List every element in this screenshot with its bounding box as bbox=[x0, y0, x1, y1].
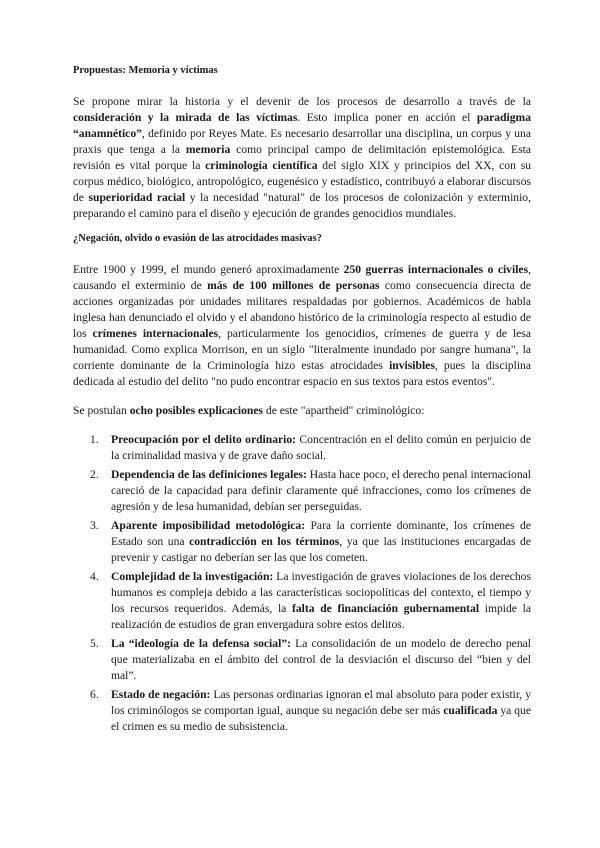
list-item: 6. Estado de negación: Las personas ordinarias ignoran el mal absoluto para poder existir, y los criminólogos se comportan igual, aunque su negación debe ser más cualificada ya que el crimen es su medio de subsistencia. bbox=[90, 688, 531, 733]
list-item: 1. Preocupación por el delito ordinario: Concentración en el delito común en perjuicio de la criminalidad masiva y de grave daño social. bbox=[90, 433, 531, 462]
section-heading-memoria: Propuestas: Memoria y víctimas bbox=[73, 65, 218, 76]
explanations-list bbox=[73, 432, 531, 735]
paragraph-memoria: Se propone mirar la historia y el devenir de los procesos de desarrollo a través de la consideración y la mirada de las víctimas. Esto implica poner en acción el paradigma “anamnético”, definido por Reyes Mate. Es necesario desarrollar una disciplina, un corpus y una praxis que tenga a la memoria como principal campo de delimitación epistemológica. Esta revisión es vital porque la criminología científica del siglo XIX y principios del XX, con su corpus médico, biológico, antropológico, eugenésico y estadístico, contribuyó a elaborar discursos de superioridad racial y la necesidad "natural" de los procesos de colonización y exterminio, preparando el camino para el diseño y ejecución de grandes genocidios mundiales. bbox=[73, 95, 531, 220]
document-body bbox=[73, 64, 531, 738]
paragraph-guerras: Entre 1900 y 1999, el mundo generó aproximadamente 250 guerras internacionales o civiles, causando el exterminio de más de 100 millones de personas como consecuencia directa de acciones organizadas por unidades militares respaldadas por gobiernos. Académicos de habla inglesa han denunciado el olvido y el abandono histórico de la criminología respecto al estudio de los crímenes internacionales, particularmente los genocidios, crímenes de guerra y de lesa humanidad. Como explica Morrison, en un siglo "literalmente inundado por sangre humana", la corriente dominante de la Criminología hizo estas atrocidades invisibles, pues la disciplina dedicada al estudio del delito "no pudo encontrar espacio en sus textos para estos eventos". bbox=[73, 263, 531, 388]
list-item: 5. La “ideología de la defensa social”: La consolidación de un modelo de derecho penal que materializaba en el ámbito del control de la desviación el discurso del “bien y del mal”. bbox=[90, 637, 531, 682]
list-item: 3. Aparente imposibilidad metodológica: Para la corriente dominante, los crímenes de Estado son una contradicción en los términos, ya que las instituciones encargadas de prevenir y castigar no deberían ser las que los cometen. bbox=[90, 519, 531, 564]
paragraph-explicaciones: Se postulan ocho posibles explicaciones de este "apartheid" criminológico: bbox=[73, 404, 425, 417]
list-item: 2. Dependencia de las definiciones legales: Hasta hace poco, el derecho penal internacional careció de la capacidad para definir claramente qué infracciones, como los crímenes de agresión y de lesa humanidad, debían ser perseguidas. bbox=[90, 468, 531, 513]
list-item: 4. Complejidad de la investigación: La investigación de graves violaciones de los derechos humanos es compleja debido a las características sociopolíticas del contexto, el tiempo y los recursos requeridos. Además, la falta de financiación gubernamental impide la realización de estudios de gran envergadura sobre estos delitos. bbox=[90, 570, 531, 631]
section-heading-negacion: ¿Negación, olvido o evasión de las atrocidades masivas? bbox=[73, 233, 322, 244]
